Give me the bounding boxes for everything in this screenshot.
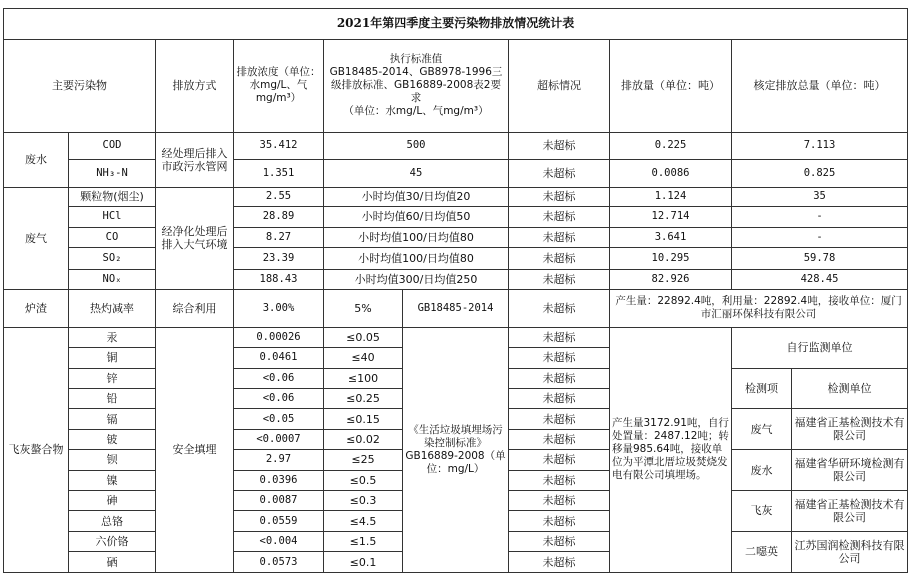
slag-amount-note: 产生量：22892.4吨，利用量：22892.4吨，接收单位：厦门市汇丽环保科技有限公司 <box>610 289 908 327</box>
exceed-status: 未超标 <box>509 270 610 289</box>
element-limit: ≤0.25 <box>324 388 403 408</box>
emission-table <box>3 8 908 573</box>
element-name: 砷 <box>69 491 156 511</box>
amount-value: 12.714 <box>610 207 732 227</box>
fly-ash-standard: 《生活垃圾填埋场污染控制标准》GB16889-2008（单位：mg/L） <box>403 327 509 572</box>
element-limit: ≤0.05 <box>324 327 403 347</box>
element-name: 总铬 <box>69 511 156 531</box>
total-value: 35 <box>732 187 908 206</box>
monitoring-col-item: 检测项 <box>732 368 792 409</box>
pollutant-name: NH₃-N <box>69 160 156 188</box>
fly-ash-amount-note: 产生量3172.91吨，自行处置量：2487.12吨；转移量985.64吨，接收单位为平潭北厝垃圾焚烧发电有限公司填埋场。 <box>610 327 732 572</box>
element-limit: ≤4.5 <box>324 511 403 531</box>
element-value: 0.0573 <box>234 552 324 573</box>
element-limit: ≤0.02 <box>324 429 403 449</box>
element-value: <0.06 <box>234 368 324 388</box>
standard-value: 小时均值30/日均值20 <box>324 187 509 206</box>
monitoring-title: 自行监测单位 <box>732 327 908 368</box>
standard-value: 45 <box>324 160 509 188</box>
fly-ash-method: 安全填埋 <box>156 327 234 572</box>
header-exceed: 超标情况 <box>509 39 610 132</box>
amount-value: 82.926 <box>610 270 732 289</box>
total-value: 428.45 <box>732 270 908 289</box>
element-value: <0.06 <box>234 388 324 408</box>
exceed-status: 未超标 <box>509 248 610 270</box>
header-standard-line3: （单位：水mg/L、气mg/m³） <box>343 105 489 118</box>
pollutant-name: COD <box>69 132 156 160</box>
monitoring-item: 二噁英 <box>732 531 792 572</box>
pollutant-name: CO <box>69 227 156 247</box>
monitoring-item: 飞灰 <box>732 491 792 532</box>
element-value: <0.004 <box>234 531 324 551</box>
concentration-value: 28.89 <box>234 207 324 227</box>
header-main-pollutant: 主要污染物 <box>4 39 156 132</box>
element-limit: ≤0.5 <box>324 470 403 490</box>
element-limit: ≤40 <box>324 348 403 368</box>
element-name: 六价铬 <box>69 531 156 551</box>
total-value: 7.113 <box>732 132 908 160</box>
element-limit: ≤0.15 <box>324 409 403 429</box>
element-name: 钡 <box>69 450 156 470</box>
exceed-status: 未超标 <box>509 187 610 206</box>
header-amount: 排放量（单位：吨） <box>610 39 732 132</box>
concentration-value: 8.27 <box>234 227 324 247</box>
element-value: 0.0559 <box>234 511 324 531</box>
slag-method: 综合利用 <box>156 289 234 327</box>
element-value: <0.0007 <box>234 429 324 449</box>
element-limit: ≤100 <box>324 368 403 388</box>
element-value: 0.0087 <box>234 491 324 511</box>
exceed-status: 未超标 <box>509 429 610 449</box>
monitoring-unit: 福建省华研环境检测有限公司 <box>792 450 908 491</box>
slag-value: 3.00% <box>234 289 324 327</box>
monitoring-item: 废水 <box>732 450 792 491</box>
standard-value: 500 <box>324 132 509 160</box>
exceed-status: 未超标 <box>509 409 610 429</box>
exceed-status: 未超标 <box>509 160 610 188</box>
exceed-status: 未超标 <box>509 368 610 388</box>
total-value: 0.825 <box>732 160 908 188</box>
exceed-status: 未超标 <box>509 289 610 327</box>
total-value: 59.78 <box>732 248 908 270</box>
monitoring-item: 废气 <box>732 409 792 450</box>
slag-item: 热灼减率 <box>69 289 156 327</box>
standard-value: 小时均值300/日均值250 <box>324 270 509 289</box>
element-value: 2.97 <box>234 450 324 470</box>
wastewater-method: 经处理后排入市政污水管网 <box>156 132 234 187</box>
amount-value: 0.0086 <box>610 160 732 188</box>
category-fly-ash: 飞灰螯合物 <box>4 327 69 572</box>
element-name: 锌 <box>69 368 156 388</box>
element-limit: ≤1.5 <box>324 531 403 551</box>
element-value: 0.0396 <box>234 470 324 490</box>
concentration-value: 2.55 <box>234 187 324 206</box>
element-limit: ≤25 <box>324 450 403 470</box>
exceed-status: 未超标 <box>509 450 610 470</box>
amount-value: 3.641 <box>610 227 732 247</box>
header-approved-total: 核定排放总量（单位：吨） <box>732 39 908 132</box>
header-discharge-method: 排放方式 <box>156 39 234 132</box>
amount-value: 10.295 <box>610 248 732 270</box>
slag-standard: GB18485-2014 <box>403 289 509 327</box>
exceed-status: 未超标 <box>509 491 610 511</box>
exceed-status: 未超标 <box>509 470 610 490</box>
standard-value: 小时均值60/日均值50 <box>324 207 509 227</box>
header-standard <box>324 39 509 132</box>
concentration-value: 1.351 <box>234 160 324 188</box>
table-title: 2021年第四季度主要污染物排放情况统计表 <box>4 9 908 40</box>
element-name: 铜 <box>69 348 156 368</box>
monitoring-unit: 福建省正基检测技术有限公司 <box>792 409 908 450</box>
waste-gas-method: 经净化处理后排入大气环境 <box>156 187 234 289</box>
pollutant-name: SO₂ <box>69 248 156 270</box>
exceed-status: 未超标 <box>509 207 610 227</box>
exceed-status: 未超标 <box>509 552 610 573</box>
pollutant-name: NOₓ <box>69 270 156 289</box>
total-value: - <box>732 227 908 247</box>
pollutant-name: HCl <box>69 207 156 227</box>
element-name: 镉 <box>69 409 156 429</box>
monitoring-col-unit: 检测单位 <box>792 368 908 409</box>
pollutant-name: 颗粒物(烟尘) <box>69 187 156 206</box>
concentration-value: 188.43 <box>234 270 324 289</box>
element-name: 铅 <box>69 388 156 408</box>
element-value: 0.00026 <box>234 327 324 347</box>
element-name: 镍 <box>69 470 156 490</box>
exceed-status: 未超标 <box>509 511 610 531</box>
amount-value: 0.225 <box>610 132 732 160</box>
standard-value: 小时均值100/日均值80 <box>324 248 509 270</box>
exceed-status: 未超标 <box>509 327 610 347</box>
element-value: 0.0461 <box>234 348 324 368</box>
element-name: 铍 <box>69 429 156 449</box>
exceed-status: 未超标 <box>509 227 610 247</box>
exceed-status: 未超标 <box>509 132 610 160</box>
category-wastewater: 废水 <box>4 132 69 187</box>
amount-value: 1.124 <box>610 187 732 206</box>
exceed-status: 未超标 <box>509 388 610 408</box>
header-standard-line1: 执行标准值 <box>389 53 443 66</box>
element-name: 硒 <box>69 552 156 573</box>
standard-value: 小时均值100/日均值80 <box>324 227 509 247</box>
element-limit: ≤0.3 <box>324 491 403 511</box>
exceed-status: 未超标 <box>509 348 610 368</box>
category-waste-gas: 废气 <box>4 187 69 289</box>
header-concentration: 排放浓度（单位：水mg/L、气mg/m³） <box>234 39 324 132</box>
monitoring-unit: 江苏国润检测科技有限公司 <box>792 531 908 572</box>
total-value: - <box>732 207 908 227</box>
exceed-status: 未超标 <box>509 531 610 551</box>
category-slag: 炉渣 <box>4 289 69 327</box>
element-value: <0.05 <box>234 409 324 429</box>
monitoring-unit: 福建省正基检测技术有限公司 <box>792 491 908 532</box>
element-name: 汞 <box>69 327 156 347</box>
header-standard-line2: GB18485-2014、GB8978-1996三级排放标准、GB16889-2008表2要求 <box>329 66 503 105</box>
concentration-value: 23.39 <box>234 248 324 270</box>
slag-limit: 5% <box>324 289 403 327</box>
element-limit: ≤0.1 <box>324 552 403 573</box>
concentration-value: 35.412 <box>234 132 324 160</box>
